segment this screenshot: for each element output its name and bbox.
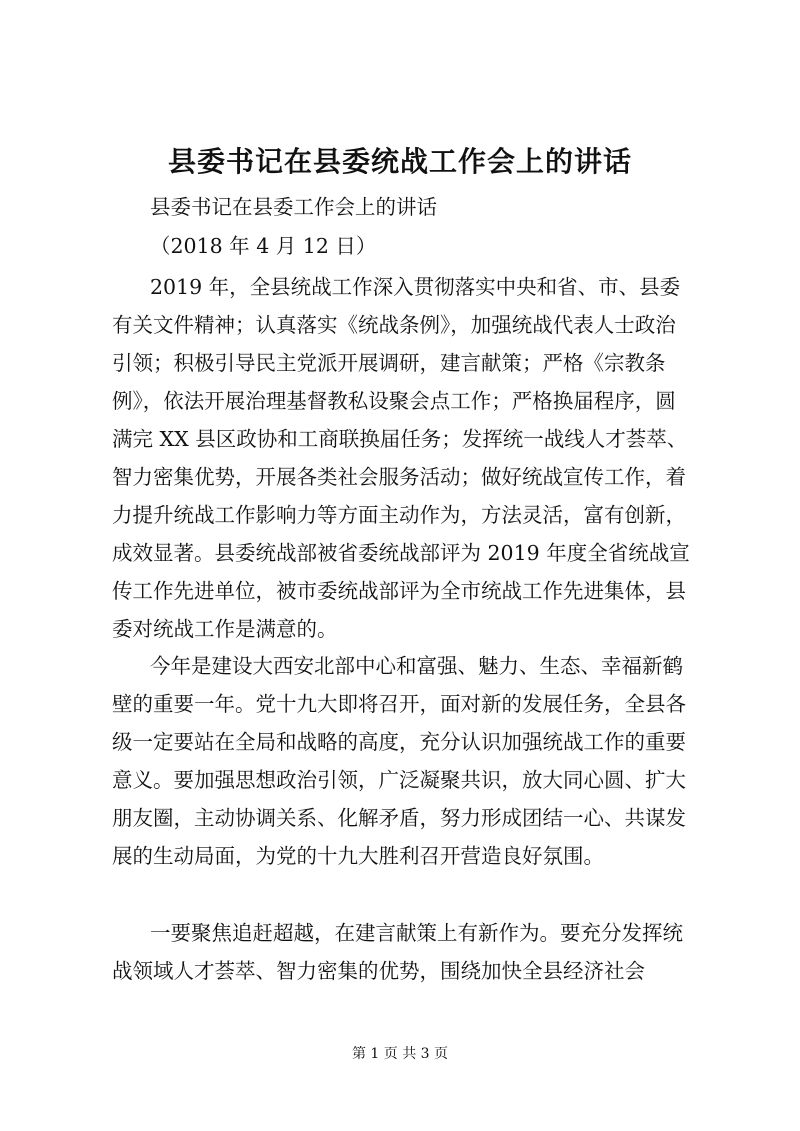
paragraph-line: 有关文件精神；认真落实《统战条例》，加强统战代表人士政治	[112, 313, 676, 337]
paragraph-line: 满完 XX 县区政协和工商联换届任务；发挥统一战线人才荟萃、	[112, 427, 688, 451]
paragraph-line: 级一定要站在全局和战略的高度，充分认识加强统战工作的重要	[112, 730, 686, 754]
paragraph-line: 意义。要加强思想政治引领，广泛凝聚共识，放大同心圆、扩大	[112, 768, 686, 792]
paragraph-line: 传工作先进单位，被市委统战部评为全市统战工作先进集体，县	[112, 579, 686, 603]
paragraph-line: 今年是建设大西安北部中心和富强、魅力、生态、幸福新鹤	[150, 654, 683, 678]
document-title: 县委书记在县委统战工作会上的讲话	[167, 145, 632, 178]
paragraph-line: 战领域人才荟萃、智力密集的优势，围绕加快全县经济社会	[112, 959, 645, 983]
paragraph-line: 委对统战工作是满意的。	[112, 617, 338, 641]
paragraph-line: 智力密集优势，开展各类社会服务活动；做好统战宣传工作，着	[112, 465, 686, 489]
page-number-footer: 第 1 页 共 3 页	[351, 1046, 449, 1062]
paragraph-line: 成效显著。县委统战部被省委统战部评为 2019 年度全省统战宣	[112, 541, 690, 565]
document-date: （2018 年 4 月 12 日）	[150, 234, 377, 258]
paragraph-line: 朋友圈，主动协调关系、化解矛盾，努力形成团结一心、共谋发	[112, 806, 686, 830]
paragraph-line: 2019 年，全县统战工作深入贯彻落实中央和省、市、县委	[150, 275, 681, 299]
paragraph-line: 引领；积极引导民主党派开展调研，建言献策；严格《宗教条	[112, 351, 666, 375]
paragraph-line: 一要聚焦追赶超越，在建言献策上有新作为。要充分发挥统	[150, 921, 683, 945]
document-subtitle: 县委书记在县委工作会上的讲话	[150, 195, 437, 219]
paragraph-line: 力提升统战工作影响力等方面主动作为，方法灵活，富有创新，	[112, 503, 686, 527]
paragraph-line: 例》，依法开展治理基督教私设聚会点工作；严格换届程序，圆	[112, 389, 676, 413]
paragraph-line: 壁的重要一年。党十九大即将召开，面对新的发展任务，全县各	[112, 692, 686, 716]
paragraph-line: 展的生动局面，为党的十九大胜利召开营造良好氛围。	[112, 844, 604, 868]
